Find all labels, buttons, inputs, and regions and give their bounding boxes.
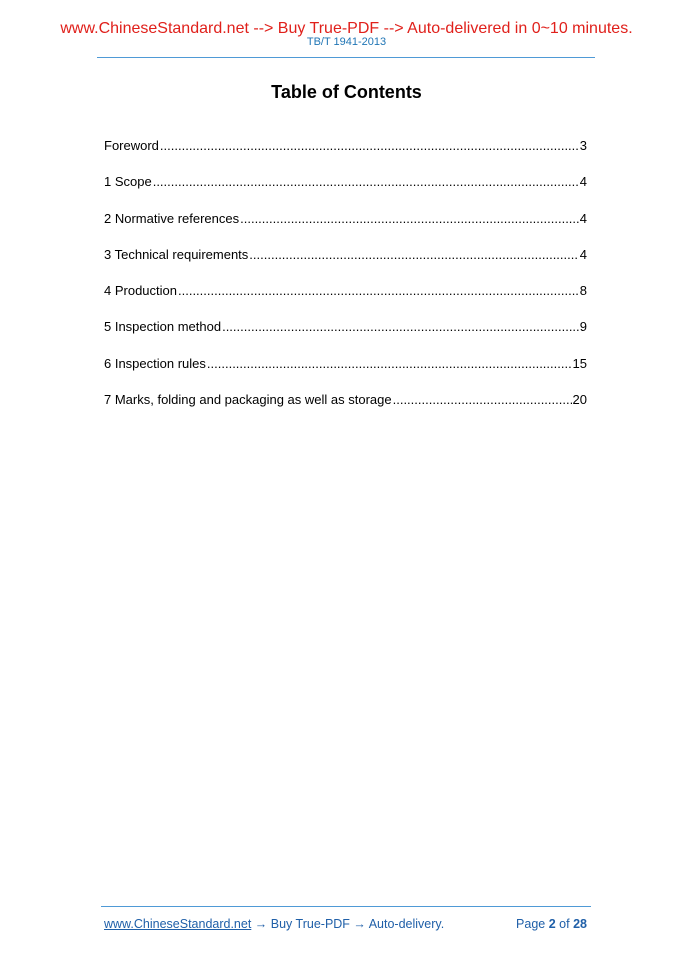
footer-promo	[104, 917, 444, 931]
document-number: TB/T 1941-2013	[306, 36, 387, 48]
page-footer	[104, 917, 587, 931]
toc-entry-label: 6 Inspection rules	[104, 355, 206, 371]
footer-tagline: → Buy True-PDF → Auto-delivery.	[251, 917, 445, 931]
toc-entry-label: 1 Scope	[104, 174, 152, 190]
toc-entry-normative-references[interactable]	[104, 210, 587, 246]
toc-entry-page: 4	[579, 246, 587, 262]
toc-entry-technical-requirements[interactable]	[104, 246, 587, 282]
toc-entry-foreword[interactable]	[104, 137, 587, 173]
header-divider	[97, 57, 595, 58]
toc-leader-dots	[207, 355, 572, 373]
toc-entry-page: 8	[579, 283, 587, 299]
footer-divider	[101, 906, 591, 907]
page-title: Table of Contents	[271, 82, 422, 102]
toc-entry-page: 20	[572, 392, 587, 408]
toc-leader-dots	[160, 137, 579, 155]
toc-entry-inspection-rules[interactable]	[104, 355, 587, 391]
current-page-number: 2	[548, 917, 556, 931]
toc-entry-page: 4	[579, 210, 587, 226]
toc-entry-page: 15	[572, 355, 587, 371]
toc-entry-label: 3 Technical requirements	[104, 246, 249, 262]
page-word: Page	[516, 917, 546, 931]
toc-leader-dots	[178, 282, 579, 300]
toc-leader-dots	[249, 246, 578, 264]
toc-leader-dots	[222, 318, 579, 336]
toc-entry-production[interactable]	[104, 282, 587, 318]
toc-entry-label: 2 Normative references	[104, 210, 240, 226]
toc-leader-dots	[240, 210, 579, 228]
toc-entry-label: 4 Production	[104, 283, 177, 299]
toc-entry-page: 3	[579, 138, 587, 153]
toc-entry-scope[interactable]	[104, 173, 587, 209]
promo-banner[interactable]: www.ChineseStandard.net --> Buy True-PDF --> Auto-delivered in 0~10 minutes.	[60, 20, 633, 37]
total-pages-number: 28	[573, 917, 587, 931]
toc-entry-page: 9	[579, 319, 587, 335]
of-word: of	[559, 917, 570, 931]
footer-site-link[interactable]: www.ChineseStandard.net	[104, 917, 252, 931]
toc-entry-marks-folding-packaging[interactable]	[104, 391, 587, 427]
toc-entry-label: Foreword	[104, 138, 159, 153]
toc-entry-page: 4	[579, 174, 587, 190]
page-indicator	[516, 917, 587, 931]
toc-entry-label: 7 Marks, folding and packaging as well as storage	[104, 392, 392, 408]
toc-entry-inspection-method[interactable]	[104, 318, 587, 354]
table-of-contents	[104, 137, 587, 427]
toc-leader-dots	[153, 173, 579, 191]
toc-leader-dots	[393, 391, 572, 409]
toc-entry-label: 5 Inspection method	[104, 319, 222, 335]
